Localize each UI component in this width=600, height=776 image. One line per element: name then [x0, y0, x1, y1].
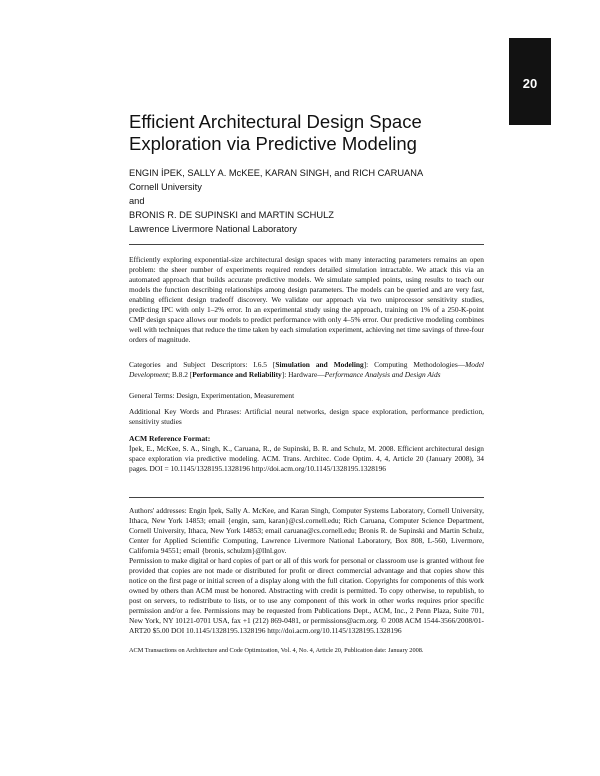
paper-title: Efficient Architectural Design Space Exploration via Predictive Modeling [129, 111, 422, 154]
affiliation-2: Lawrence Livermore National Laboratory [129, 224, 297, 234]
author-addresses-text: Authors' addresses: Engin İpek, Sally A. McKee, and Karan Singh, Computer Systems Laboratory, Cornell University, Ithaca, New York 14853; email {engin, sam, karan}@csl.cornell.edu; Rich Caruana, Computer Science Department, Cornell University, Ithaca, New York 14853; email caruana@cs.cornell.edu; Bronis R. de Supinski and Martin Schulz, Center for Applied Scientific Computing, Lawrence Livermore National Laboratory, Box 808, L-560, Livermore, California 94551; email {bronis, schulzm}@llnl.gov. [129, 506, 484, 555]
acm-reference-text: İpek, E., McKee, S. A., Singh, K., Caruana, R., de Supinski, B. R. and Schulz, M. 2008. Efficient architectural design space exploration via predictive modeling. ACM. Trans. Architec. Code Optim. 4, 4, Article 20 (January 2008), 34 pages. DOI = 10.1145/1328195.1328196 http://doi.acm.org/10.1145/1328195.1328196 [129, 444, 484, 473]
keywords [129, 407, 484, 427]
categories-performance: Performance and Reliability [192, 370, 282, 379]
permission-text: Permission to make digital or hard copies of part or all of this work for personal or classroom use is granted without fee provided that copies are not made or distributed for profit or direct commercial advantage and that copies show this notice on the first page or initial screen of a display along with the full citation. Copyrights for components of this work owned by others than ACM must be honored. Abstracting with credit is permitted. To copy otherwise, to republish, to post on servers, to redistribute to lists, or to use any component of this work in other works requires prior specific permission and/or a fee. Permissions may be requested from Publications Dept., ACM, Inc., 2 Penn Plaza, Suite 701, New York, NY 10121-0701 USA, fax +1 (212) 869-0481, or permissions@acm.org. © 2008 ACM 1544-3566/2008/01-ART20 $5.00 DOI 10.1145/1328195.1328196 http://doi.acm.org/10.1145/1328195.1328196 [129, 556, 484, 635]
categories-prefix: Categories and Subject Descriptors: I.6.5 [ [129, 360, 276, 369]
categories-mid2: ; B.8.2 [ [168, 370, 193, 379]
author-line-2: BRONIS R. DE SUPINSKI and MARTIN SCHULZ [129, 210, 334, 220]
acm-reference-heading: ACM Reference Format: [129, 434, 211, 443]
general-terms [129, 391, 484, 401]
journal-footer: ACM Transactions on Architecture and Code Optimization, Vol. 4, No. 4, Article 20, Publication date: January 2008. [129, 647, 424, 654]
categories-mid3: ]: Hardware— [281, 370, 325, 379]
affiliation-1: Cornell University [129, 182, 202, 192]
categories-simulation: Simulation and Modeling [275, 360, 364, 369]
abstract-text: Efficiently exploring exponential-size architectural design spaces with many interacting parameters remains an open problem: the sheer number of experiments required renders detailed simulation intractable. We attack this via an automated approach that builds accurate predictive models. We simulate sampled points, using results to teach our models the function describing relationships among design parameters. The models can be queried and are very fast, enabling efficient design tradeoff discovery. We validate our approach via two uniprocessor sensitivity studies, predicting IPC with only 1–2% error. In an experimental study using the approach, training on 1% of a 250-K-point CMP design space allows our models to predict performance with only 4–5% error. Our predictive modeling combines well with techniques that reduce the time taken by each simulation experiment, achieving net time savings of three-four orders of magnitude. [129, 255, 484, 344]
general-terms-text: General Terms: Design, Experimentation, Measurement [129, 391, 295, 400]
top-divider [129, 244, 484, 245]
categories [129, 360, 484, 380]
categories-model-dev: Model Development [129, 360, 484, 379]
categories-perf-analysis: Performance Analysis and Design Aids [324, 370, 441, 379]
author-line-1: ENGIN İPEK, SALLY A. McKEE, KARAN SINGH, and RICH CARUANA [129, 168, 424, 178]
acm-reference [129, 444, 484, 474]
page-number-tab [509, 38, 551, 125]
keywords-text: Additional Key Words and Phrases: Artificial neural networks, design space exploration, performance prediction, sensitivity studies [129, 407, 484, 426]
page-number: 20 [522, 76, 538, 91]
footnote-divider [129, 497, 484, 498]
abstract [129, 255, 484, 345]
author-addresses [129, 506, 484, 556]
author-conjunction: and [129, 196, 145, 206]
categories-mid1: ]: Computing Methodologies— [363, 360, 466, 369]
permission-notice [129, 556, 484, 636]
author-block [129, 166, 509, 236]
